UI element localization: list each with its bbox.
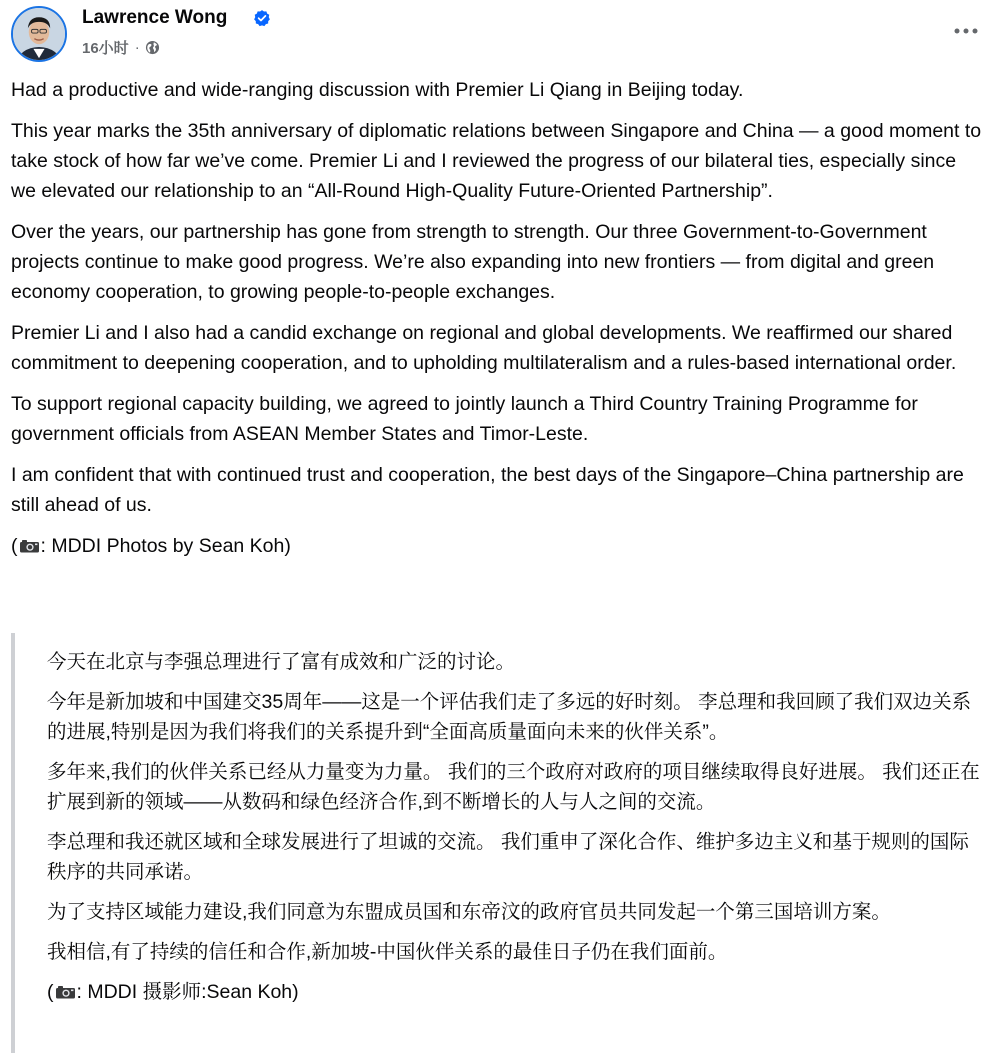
meta-separator: · <box>134 39 140 56</box>
credit-text: : MDDI Photos by Sean Koh) <box>40 535 291 557</box>
translation-quote-block <box>11 633 986 1053</box>
post-paragraph-en-4: Premier Li and I also had a candid exchange on regional and global developments. We reaffirmed our shared commitment to deepening cooperation, and to upholding multilateralism and a rules-based international order. <box>11 322 957 374</box>
more-dots-icon <box>954 28 978 34</box>
verified-badge-icon <box>253 9 271 27</box>
post-body <box>11 75 986 572</box>
post-paragraph-zh-1: 今天在北京与李强总理进行了富有成效和广泛的讨论。 <box>47 651 516 673</box>
credit-open-paren: ( <box>11 535 18 557</box>
post-paragraph-zh-6: 我相信,有了持续的信任和合作,新加坡-中国伙伴关系的最佳日子仍在我们面前。 <box>47 941 728 963</box>
post-paragraph-en-5: To support regional capacity building, we agreed to jointly launch a Third Country Training Programme for government officials from ASEAN Member States and Timor-Leste. <box>11 393 918 445</box>
photo-credit-en <box>11 531 986 561</box>
photo-credit-zh <box>47 977 986 1007</box>
post-paragraph-en-3: Over the years, our partnership has gone from strength to strength. Our three Government-to-Government projects continue to make good progress. We’re also expanding into new frontiers — from digital and green economy cooperation, to growing people-to-people exchanges. <box>11 221 935 303</box>
post-paragraph-en-2: This year marks the 35th anniversary of diplomatic relations between Singapore and China — a good moment to take stock of how far we’ve come. Premier Li and I reviewed the progress of our bilateral ties, especially since we elevated our relationship to an “All-Round High-Quality Future-Oriented Partnership”. <box>11 120 982 202</box>
post-paragraph-zh-5: 为了支持区域能力建设,我们同意为东盟成员国和东帝汶的政府官员共同发起一个第三国培训方案。 <box>47 901 891 923</box>
author-name[interactable]: Lawrence Wong <box>82 7 228 28</box>
post-paragraph-zh-3: 多年来,我们的伙伴关系已经从力量变为力量。 我们的三个政府对政府的项目继续取得良好进展。 我们还正在扩展到新的领域——从数码和绿色经济合作,到不断增长的人与人之间的交流。 <box>47 761 980 813</box>
avatar[interactable] <box>11 6 67 62</box>
avatar-photo <box>13 8 65 60</box>
post-paragraph-zh-2: 今年是新加坡和中国建交35周年——这是一个评估我们走了多远的好时刻。 李总理和我回顾了我们双边关系的进展,特别是因为我们将我们的关系提升到“全面高质量面向未来的伙伴关系”。 <box>47 691 972 743</box>
more-options-button[interactable] <box>950 18 982 44</box>
credit-text-zh: : MDDI 摄影师:Sean Koh) <box>76 981 299 1003</box>
post-timestamp[interactable]: 16小时 <box>82 40 129 57</box>
credit-open-paren-zh: ( <box>47 981 54 1003</box>
globe-icon[interactable] <box>145 40 160 55</box>
post-paragraph-en-1: Had a productive and wide-ranging discussion with Premier Li Qiang in Beijing today. <box>11 79 744 101</box>
post-paragraph-zh-4: 李总理和我还就区域和全球发展进行了坦诚的交流。 我们重申了深化合作、维护多边主义和基于规则的国际秩序的共同承诺。 <box>47 831 969 883</box>
post-header <box>0 0 997 72</box>
camera-icon <box>19 539 40 553</box>
camera-icon <box>55 985 76 999</box>
post-meta <box>82 37 160 58</box>
post-paragraph-en-6: I am confident that with continued trust and cooperation, the best days of the Singapore–China partnership are still ahead of us. <box>11 464 964 516</box>
